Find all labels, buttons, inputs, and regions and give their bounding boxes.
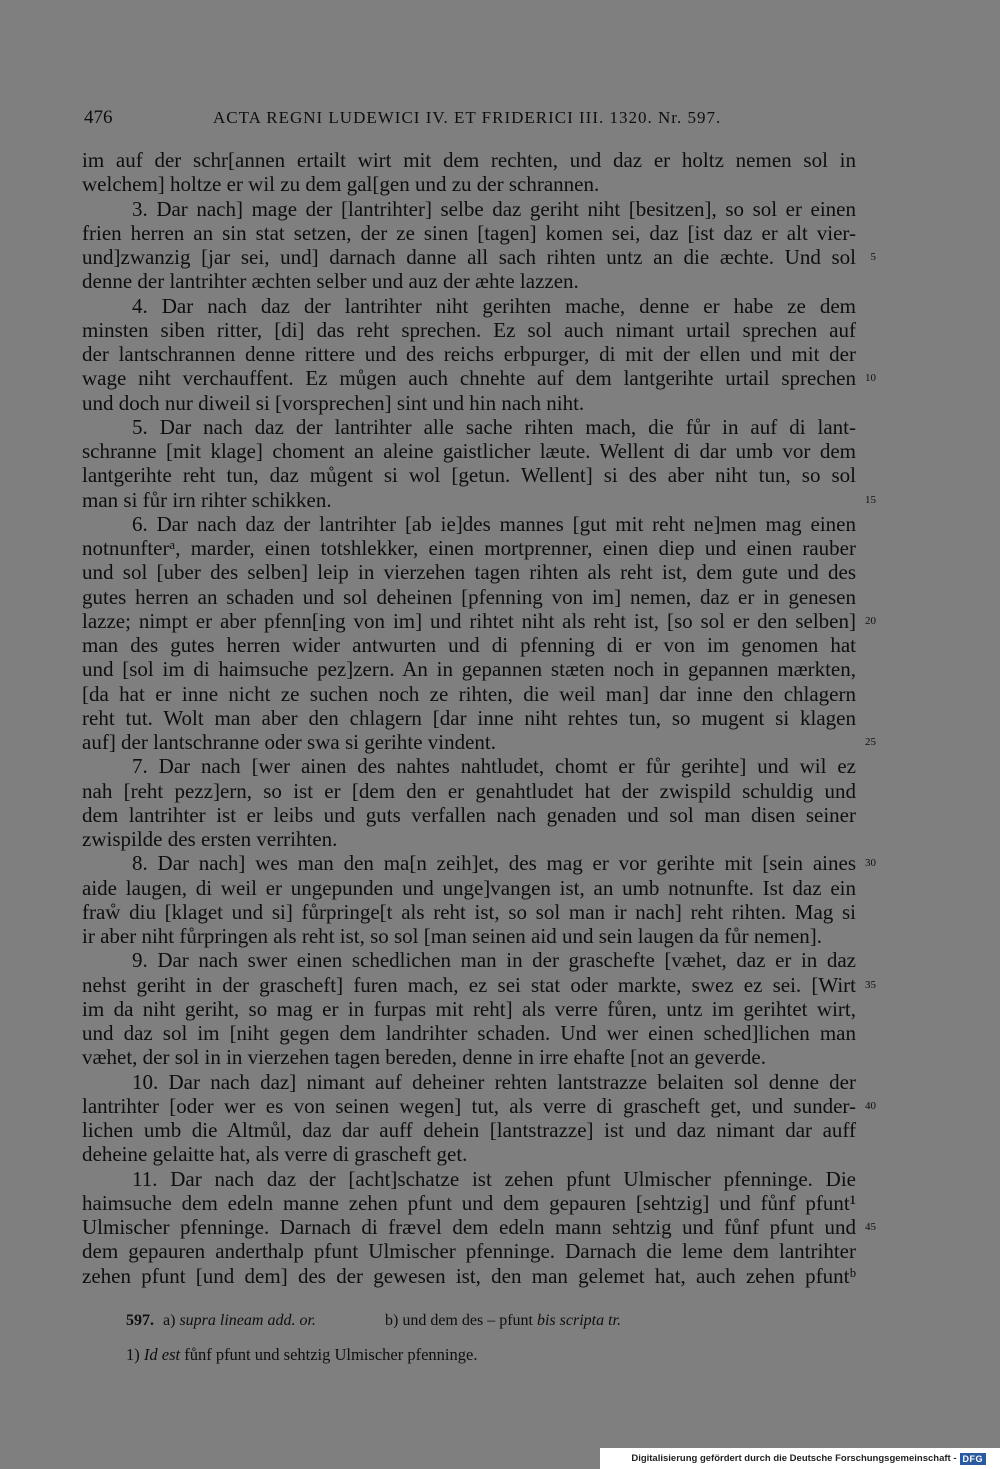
- line-text: 11. Dar nach daz der [acht]schatze ist zehen pfunt Ulmischer pfenninge. Die: [132, 1166, 856, 1191]
- footnote-text-italic: bis scripta tr.: [536, 1312, 621, 1329]
- margin-line-number: 5: [870, 251, 876, 263]
- text-line: [82, 1142, 856, 1166]
- line-text: im auf der schr[annen ertailt wirt mit dem rechten, und daz er holtz nemen sol in: [82, 148, 856, 172]
- line-text: denne der lantrihter æchten selber und auz der æhte lazzen.: [82, 269, 579, 294]
- line-text: 3. Dar nach] mage der [lantrihter] selbe daz geriht niht [besitzen], so sol er einen: [132, 196, 856, 221]
- line-text: fraẘ diu [klaget und si] fůrpringe[t als reht ist, so sol man ir nach] reht rihten. Mag si: [82, 899, 856, 924]
- line-text: deheine gelaitte hat, als verre di grascheft get.: [82, 1142, 468, 1167]
- footnote-a: [163, 1311, 316, 1331]
- line-text: zehen pfunt [und dem] des der gewesen ist, den man gelemet hat, auch zehen pfuntᵇ: [82, 1263, 856, 1288]
- line-text: der lantschrannen denne rittere und des reichs erbpurger, di mit der ellen und mit der: [82, 342, 856, 366]
- line-text: man si fůr irn rihter schikken.: [82, 487, 332, 512]
- line-text: Ulmischer pfenninge. Darnach di frævel dem edeln mann sehtzig und fůnf pfunt und: [82, 1215, 856, 1239]
- text-line: [82, 608, 876, 633]
- text-line: [82, 682, 856, 706]
- text-line: [82, 851, 876, 876]
- line-text: haimsuche dem edeln manne zehen pfunt und dem gepauren [sehtzig] und fůnf pfunt¹: [82, 1190, 856, 1215]
- text-line: [82, 827, 856, 851]
- text-line: [82, 633, 856, 657]
- text-line: [82, 706, 856, 730]
- text-line: [82, 948, 856, 972]
- text-line: [82, 487, 876, 512]
- footnote-mark: 1): [126, 1345, 140, 1364]
- digitization-credit-strip: [600, 1448, 1000, 1469]
- text-line: [82, 657, 856, 681]
- line-text: [da hat er inne nicht ze suchen noch ze rihten, die weil man] dar inne den chlagern: [82, 681, 856, 706]
- paragraph: [82, 948, 876, 1070]
- line-text: auf] der lantschranne oder swa si gerihte vindent.: [82, 730, 497, 754]
- text-line: [82, 1167, 856, 1191]
- paragraph: [82, 511, 876, 755]
- text-line: [82, 585, 856, 609]
- line-text: 8. Dar nach] wes man den ma[n zeih]et, des mag er vor gerihte mit [sein aines: [132, 851, 856, 876]
- line-text: ir aber niht fůrpringen als reht ist, so sol [man seinen aid und sein laugen da fůr nemen].: [82, 924, 823, 948]
- running-title: ACTA REGNI LUDEWICI IV. ET FRIDERICI III. 1320. Nr. 597.: [213, 108, 722, 127]
- line-text: und doch nur diweil si [vorsprechen] sint und hin nach niht.: [82, 390, 585, 415]
- line-text: zwispilde des ersten verrihten.: [82, 827, 338, 851]
- line-text: væhet, der sol in in vierzehen tagen bereden, denne in irre ehafte [not an geverde.: [82, 1045, 766, 1070]
- paragraph: [82, 851, 876, 948]
- text-line: [82, 197, 856, 221]
- text-line: [82, 1093, 876, 1118]
- footnote-numbered: [126, 1345, 477, 1365]
- text-line: [82, 754, 856, 778]
- line-text: 5. Dar nach daz der lantrihter alle sache rihten mach, die fůr in auf di lant-: [132, 414, 856, 439]
- text-line: [82, 997, 856, 1021]
- page-number: 476: [84, 107, 113, 128]
- margin-line-number: 15: [865, 493, 876, 506]
- line-text: man des gutes herren wider antwurten und di pfenning di er von im genomen hat: [82, 633, 856, 657]
- credit-text: Digitalisierung gefördert durch die Deutsche Forschungsgemeinschaft -: [631, 1453, 957, 1464]
- line-text: minsten siben ritter, [di] das reht sprechen. Ez sol auch nimant urtail sprechen auf: [82, 317, 856, 342]
- paragraph: [82, 148, 856, 197]
- line-text: und [sol im di haimsuche pez]zern. An in gepannen stæten noch in gepannen mærkten,: [82, 657, 856, 682]
- line-text: und daz sol im [niht gegen dem landrihter schaden. Und wer einen sched]lichen man: [82, 1021, 856, 1045]
- text-line: [82, 245, 876, 269]
- text-line: [82, 972, 876, 997]
- text-line: [82, 1215, 876, 1239]
- text-line: [82, 779, 856, 803]
- line-text: notnunfterᵃ, marder, einen totshlekker, einen mortprenner, einen diep und einen rauber: [82, 536, 856, 560]
- line-text: nehst geriht in der grascheft] furen mach, ez sei stat oder markte, swez ez sei. [Wirt: [82, 972, 856, 997]
- dfg-logo: DFG: [960, 1453, 987, 1465]
- margin-line-number: 25: [865, 736, 876, 748]
- line-text: 10. Dar nach daz] nimant auf deheiner rehten lantstrazze belaiten sol denne der: [132, 1069, 856, 1094]
- text-line: [82, 1118, 856, 1142]
- line-text: schranne [mit klage] choment an aleine gaistlicher læute. Wellent di dar umb vor dem: [82, 439, 856, 463]
- line-text: dem lantrihter ist er leibs und guts verfallen nach genaden und sol man disen seiner: [82, 802, 856, 827]
- text-line: [82, 1045, 856, 1069]
- line-text: im da niht geriht, so mag er in furpas mit reht] als verre fůren, untz im gerihtet wirt,: [82, 996, 856, 1021]
- footnote-mark: b): [385, 1312, 399, 1329]
- text-line: [82, 924, 856, 948]
- margin-line-number: 35: [865, 978, 876, 991]
- text-line: [82, 1021, 856, 1045]
- paragraph: [82, 414, 876, 512]
- text-line: [82, 1070, 856, 1094]
- line-text: nah [reht pezz]ern, so ist er [dem den er genahtludet hat der zwispild schuldig und: [82, 778, 856, 803]
- text-line: [82, 463, 856, 487]
- text-line: [82, 366, 876, 391]
- text-line: [82, 803, 856, 827]
- main-text-block: [82, 148, 876, 1288]
- text-line: [82, 536, 856, 560]
- footnote-text: fůnf pfunt und sehtzig Ulmischer pfenninge.: [184, 1345, 478, 1364]
- text-line: [82, 148, 856, 172]
- text-line: [82, 876, 856, 900]
- text-line: [82, 221, 856, 245]
- text-line: [82, 560, 856, 584]
- line-text: wage niht verchauffent. Ez můgen auch chnehte auf dem lantgerihte urtail sprechen: [82, 366, 856, 391]
- text-line: [82, 439, 856, 463]
- line-text: lantrihter [oder wer es von seinen wegen] tut, als verre di grascheft get, und sunder-: [82, 1093, 856, 1118]
- paragraph: [82, 293, 876, 415]
- footnote-text-italic: supra lineam add. or.: [179, 1312, 316, 1329]
- line-text: lazze; nimpt er aber pfenn[ing von im] und rihtet niht als reht ist, [so sol er den selben]: [82, 608, 856, 633]
- text-line: [82, 342, 856, 366]
- line-text: dem gepauren anderthalp pfunt Ulmischer pfenninge. Darnach die leme dem lantrihter: [82, 1239, 856, 1264]
- line-text: und]zwanzig [jar sei, und] darnach danne all sach rihten untz an die æchte. Und sol: [82, 245, 856, 269]
- text-line: [82, 1239, 856, 1263]
- text-line: [82, 269, 856, 293]
- text-line: [82, 172, 856, 196]
- margin-line-number: 20: [865, 614, 876, 627]
- footnote-text-italic: Id est: [143, 1345, 181, 1364]
- line-text: 6. Dar nach daz der lantrihter [ab ie]des mannes [gut mit reht ne]men mag einen: [132, 511, 856, 536]
- text-line: [82, 900, 856, 924]
- footnote-b: [385, 1311, 621, 1331]
- footnote-text: und dem des – pfunt: [402, 1312, 533, 1329]
- footnote-document-number: 597.: [126, 1312, 154, 1329]
- footnote-mark: a): [163, 1312, 176, 1329]
- text-line: [82, 415, 856, 439]
- line-text: aide laugen, di weil er ungepunden und unge]vangen ist, an umb notnunfte. Ist daz ein: [82, 875, 856, 900]
- line-text: reht tut. Wolt man aber den chlagern [dar inne niht rehtes tun, so mugent si klagen: [82, 705, 856, 730]
- line-text: lichen umb die Altmůl, daz dar auff dehein [lantstrazze] ist und daz nimant dar auff: [82, 1118, 856, 1142]
- paragraph: [82, 196, 876, 294]
- text-line: [82, 1264, 856, 1288]
- line-text: und sol [uber des selben] leip in vierzehen tagen rihten als reht ist, dem gute und des: [82, 560, 856, 585]
- line-text: gutes herren an schaden und sol deheinen [pfenning von im] nemen, daz er in genesen: [82, 584, 856, 609]
- line-text: welchem] holtze er wil zu dem gal[gen und zu der schrannen.: [82, 172, 600, 197]
- paragraph: [82, 1166, 876, 1288]
- text-line: [82, 1191, 856, 1215]
- margin-line-number: 45: [865, 1221, 876, 1233]
- line-text: lantgerihte reht tun, daz můgent si wol [getun. Wellent] si des aber niht tun, so sol: [82, 463, 856, 488]
- line-text: 4. Dar nach daz der lantrihter niht gerihten mache, denne er habe ze dem: [132, 293, 856, 318]
- paragraph: [82, 754, 856, 851]
- margin-line-number: 10: [865, 372, 876, 385]
- text-line: [82, 730, 876, 754]
- text-line: [82, 512, 856, 536]
- line-text: 7. Dar nach [wer ainen des nahtes nahtludet, chomt er fůr gerihte] und wil ez: [132, 754, 856, 779]
- text-line: [82, 318, 856, 342]
- paragraph: [82, 1069, 876, 1167]
- text-line: [82, 294, 856, 318]
- margin-line-number: 30: [865, 857, 876, 870]
- margin-line-number: 40: [865, 1099, 876, 1112]
- footnotes-lettered: [0, 1311, 1000, 1331]
- line-text: 9. Dar nach swer einen schedlichen man in der graschefte [væhet, daz er in daz: [132, 948, 856, 973]
- text-line: [82, 391, 856, 415]
- line-text: frien herren an sin stat setzen, der ze sinen [tagen] komen sei, daz [ist daz er alt vier-: [82, 220, 856, 245]
